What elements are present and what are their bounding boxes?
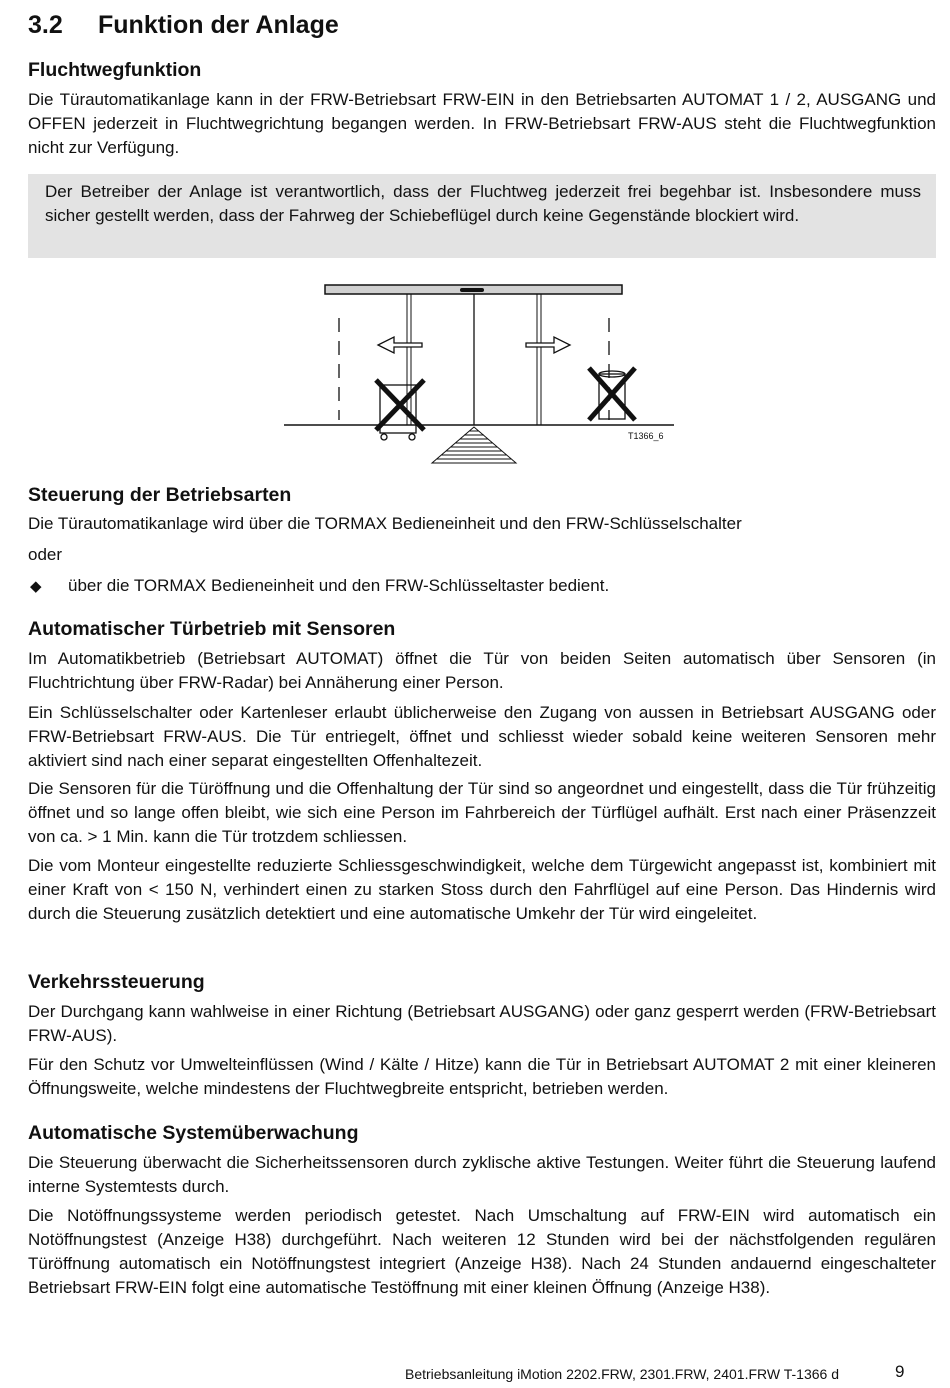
heading-steuerung: Steuerung der Betriebsarten bbox=[28, 484, 292, 506]
diamond-bullet-icon: ◆ bbox=[30, 578, 42, 595]
paragraph-system-1: Die Steuerung überwacht die Sicherheitssensoren durch zyklische aktive Testungen. Weiter führt die Steuerung laufend interne Systemtests durch. bbox=[28, 1153, 936, 1196]
bullet-text: über die TORMAX Bedieneinheit und den FRW-Schlüsseltaster bedient. bbox=[68, 576, 610, 595]
note-box bbox=[28, 174, 936, 258]
note-text: Der Betreiber der Anlage ist verantwortlich, dass der Fluchtweg jederzeit frei begehbar ist. Insbesondere muss sicher gestellt werden, dass der Fahrweg der Schiebeflügel durch keine Gegenstände blockiert wird. bbox=[45, 182, 921, 225]
paragraph-steuerung: Die Türautomatikanlage wird über die TORMAX Bedieneinheit und den FRW-Schlüsselschalter bbox=[28, 514, 742, 533]
drive-unit bbox=[460, 288, 484, 292]
paragraph-oder: oder bbox=[28, 545, 63, 564]
floor-sensor-icon bbox=[432, 427, 516, 463]
paragraph-automatik-3: Die Sensoren für die Türöffnung und die Offenhaltung der Tür sind so angeordnet und eingestellt, dass die Tür frühzeitig öffnet und so lange offen bleibt, wie sich eine Person im Fahrbereich der Türflügel aufhält. Erst nach einer Präsenzzeit von ca. > 1 Min. kann die Tür trotzdem schliessen. bbox=[28, 779, 936, 846]
paragraph-verkehr-2: Für den Schutz vor Umwelteinflüssen (Wind / Kälte / Hitze) kann die Tür in Betriebsart AUTOMAT 2 mit einer kleineren Öffnungsweite, welche mindestens der Fluchtwegbreite entspricht, betrieben werden. bbox=[28, 1055, 936, 1098]
arrow-right-icon bbox=[526, 337, 570, 353]
list-item bbox=[28, 574, 609, 599]
door-diagram bbox=[284, 280, 684, 470]
paragraph-automatik-2: Ein Schlüsselschalter oder Kartenleser erlaubt üblicherweise den Zugang von aussen in Betriebsart AUSGANG oder FRW-Betriebsart FRW-AUS. Die Tür entriegelt, öffnet und schliesst wieder sobald keine weiteren Sensoren mehr aktiviert sind nach einer separat eingestellten Offenhaltezeit. bbox=[28, 703, 936, 770]
heading-system: Automatische Systemüberwachung bbox=[28, 1122, 359, 1144]
section-number: 3.2 bbox=[28, 11, 63, 39]
paragraph-system-2: Die Notöffnungssysteme werden periodisch getestet. Nach Umschaltung auf FRW-EIN wird automatisch ein Notöffnungstest (Anzeige H38) durchgeführt. Nach weiteren 12 Stunden wird bei der nächstfolgenden regulären Türöffnung automatisch ein Notöffnungstest integriert (Anzeige H38). Nach 24 Stunden andauernd eingeschalteter Betriebsart FRW-EIN folgt eine automatische Testöffnung mit einer kleinen Öffnung (Anzeige H38). bbox=[28, 1206, 936, 1297]
section-heading bbox=[28, 11, 339, 40]
heading-fluchtweg: Fluchtwegfunktion bbox=[28, 59, 202, 81]
arrow-left-icon bbox=[378, 337, 422, 353]
heading-verkehr: Verkehrssteuerung bbox=[28, 971, 205, 993]
page-number: 9 bbox=[895, 1362, 905, 1381]
section-title: Funktion der Anlage bbox=[98, 11, 339, 39]
footer-text: Betriebsanleitung iMotion 2202.FRW, 2301.FRW, 2401.FRW T-1366 d bbox=[405, 1366, 839, 1382]
paragraph-verkehr-1: Der Durchgang kann wahlweise in einer Richtung (Betriebsart AUSGANG) oder ganz gesperrt werden (FRW-Betriebsart FRW-AUS). bbox=[28, 1002, 936, 1045]
paragraph-automatik-1: Im Automatikbetrieb (Betriebsart AUTOMAT) öffnet die Tür von beiden Seiten automatisch über Sensoren (in Fluchtrichtung über FRW-Radar) bei Annäherung einer Person. bbox=[28, 649, 936, 692]
paragraph-fluchtweg: Die Türautomatikanlage kann in der FRW-Betriebsart FRW-EIN in den Betriebsarten AUTOMAT 1 / 2, AUSGANG und OFFEN jederzeit in Fluchtwegrichtung begangen werden. In FRW-Betriebsart FRW-AUS steht die Fluchtwegfunktion nicht zur Verfügung. bbox=[28, 90, 936, 157]
figure-label: T1366_6 bbox=[628, 431, 664, 441]
heading-automatik: Automatischer Türbetrieb mit Sensoren bbox=[28, 618, 396, 640]
paragraph-automatik-4: Die vom Monteur eingestellte reduzierte Schliessgeschwindigkeit, welche dem Türgewicht angepasst ist, kombiniert mit einer Kraft von < 150 N, verhindert einen zu starken Stoss durch den Fahrflügel auf eine Person. Das Hindernis wird durch die Steuerung zusätzlich detektiert und eine automatische Umkehr der Tür wird eingeleitet. bbox=[28, 856, 936, 923]
